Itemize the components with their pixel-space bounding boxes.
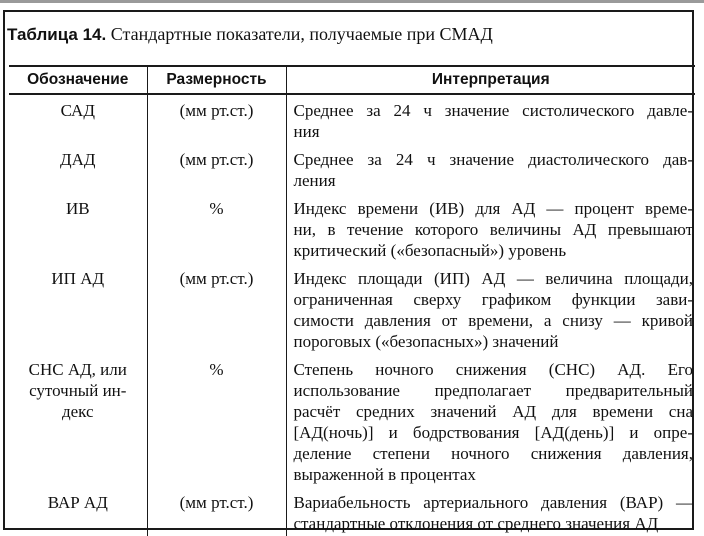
cell-unit: % <box>147 354 286 487</box>
symbol-text: декс <box>61 402 94 421</box>
header-interpretation: Интерпретация <box>286 66 695 94</box>
symbol-text: суточный ин- <box>29 381 127 400</box>
cell-symbol <box>9 354 147 487</box>
interpretation-line: Степень ночного снижения (СНС) АД. Его <box>293 360 693 379</box>
interpretation-line: деление степени ночного снижения давления, <box>293 444 693 463</box>
interpretation-line: ления <box>293 171 336 190</box>
interpretation-line: использование предполагает предварительный <box>293 381 693 400</box>
cell-unit: (мм рт.ст.) <box>147 263 286 354</box>
cell-symbol <box>9 487 147 536</box>
cell-interpretation <box>286 487 695 536</box>
header-symbol: Обозначение <box>9 66 147 94</box>
table-caption <box>7 23 493 46</box>
symbol-text: ВАР АД <box>47 493 108 512</box>
interpretation-line: пороговых («безопасных») значений <box>293 332 559 351</box>
interpretation-line: Среднее за 24 ч значение систолического давле- <box>293 101 693 120</box>
table-title: Стандартные показатели, получаемые при СМАД <box>110 24 493 44</box>
cell-interpretation <box>286 354 695 487</box>
symbol-text: ИП АД <box>51 269 105 288</box>
table-row <box>9 144 695 193</box>
cell-unit: % <box>147 193 286 263</box>
table-number: Таблица 14. <box>7 25 107 44</box>
interpretation-line: ния <box>293 122 320 141</box>
interpretation-line: Индекс площади (ИП) АД — величина площади, <box>293 269 693 288</box>
table-row <box>9 193 695 263</box>
cell-unit: (мм рт.ст.) <box>147 487 286 536</box>
interpretation-line: критический («безопасный») уровень <box>293 241 567 260</box>
indicators-table <box>9 65 695 536</box>
interpretation-line: Индекс времени (ИВ) для АД — процент време- <box>293 199 693 218</box>
table-row <box>9 94 695 144</box>
symbol-text: САД <box>60 101 95 120</box>
interpretation-line: ни, в течение которого величины АД превышают <box>293 220 693 239</box>
symbol-text: ИВ <box>65 199 90 218</box>
table-row <box>9 354 695 487</box>
interpretation-line: выраженной в процентах <box>293 465 476 484</box>
interpretation-line: [АД(ночь)] и бодрствования [АД(день)] и опре- <box>293 423 693 442</box>
cell-interpretation <box>286 94 695 144</box>
cell-unit: (мм рт.ст.) <box>147 144 286 193</box>
interpretation-line: Среднее за 24 ч значение диастолического дав- <box>293 150 693 169</box>
cell-interpretation <box>286 263 695 354</box>
interpretation-line: расчёт средних значений АД для времени сна <box>293 402 693 421</box>
symbol-text: СНС АД, или <box>28 360 127 379</box>
cell-symbol <box>9 263 147 354</box>
cell-unit: (мм рт.ст.) <box>147 94 286 144</box>
cell-interpretation <box>286 193 695 263</box>
symbol-text: ДАД <box>60 150 96 169</box>
table-row <box>9 487 695 536</box>
interpretation-line: симости давления от времени, а снизу — кривой <box>293 311 693 330</box>
table-row <box>9 263 695 354</box>
header-row <box>9 66 695 94</box>
interpretation-line: стандартные отклонения от среднего значения АД <box>293 514 659 533</box>
cell-symbol <box>9 193 147 263</box>
page-top-rule <box>0 0 704 3</box>
cell-symbol <box>9 144 147 193</box>
header-unit: Размерность <box>147 66 286 94</box>
cell-interpretation <box>286 144 695 193</box>
interpretation-line: ограниченная сверху графиком функции зави- <box>293 290 693 309</box>
interpretation-line: Вариабельность артериального давления (ВАР) — <box>293 493 693 512</box>
cell-symbol <box>9 94 147 144</box>
